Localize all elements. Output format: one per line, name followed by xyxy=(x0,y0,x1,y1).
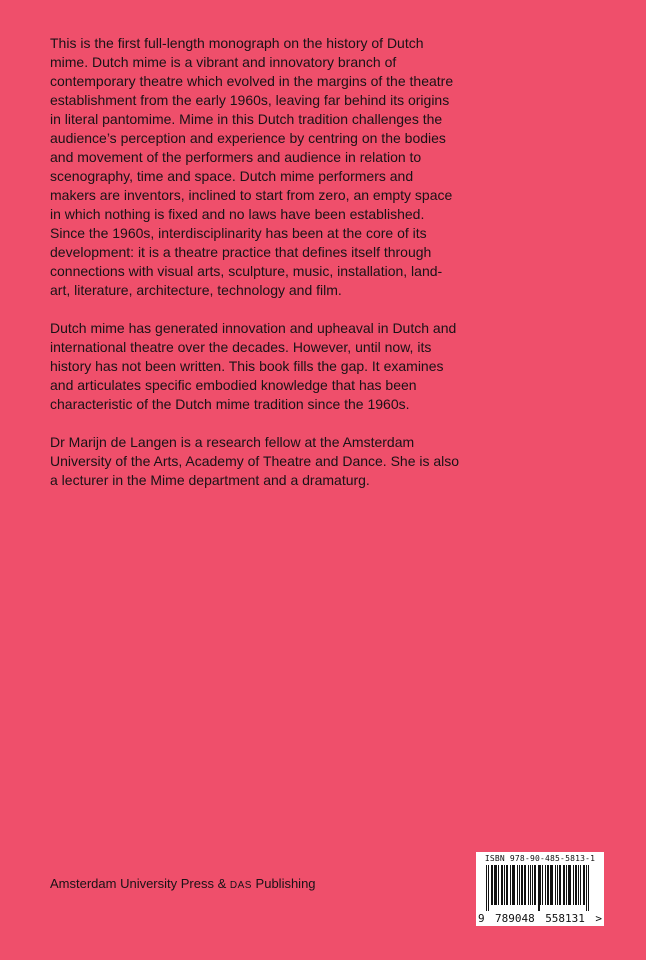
barcode-bar xyxy=(586,865,587,911)
barcode-bar xyxy=(495,865,496,905)
barcode-bar xyxy=(559,865,560,905)
barcode-bar xyxy=(514,865,515,905)
barcode-bar xyxy=(568,865,569,905)
barcode-bar xyxy=(507,865,508,905)
barcode-bar xyxy=(530,865,531,905)
barcode-bar xyxy=(524,865,525,905)
barcode-bars xyxy=(486,865,594,911)
barcode-bar xyxy=(496,865,497,905)
barcode-bar xyxy=(504,865,505,905)
barcode-bar xyxy=(506,865,507,905)
barcode-bar xyxy=(501,865,502,905)
back-cover-blurb xyxy=(50,34,460,509)
barcode-bar xyxy=(525,865,526,905)
barcode-bar xyxy=(535,865,536,905)
barcode-bar xyxy=(573,865,574,905)
barcode-bar xyxy=(563,865,564,905)
barcode-bar xyxy=(522,865,523,905)
author-bio: Dr Marijn de Langen is a research fellow at the Amsterdam University of the Arts, Academy of Theatre and Dance. She is also a lecturer in the Mime department and a dramaturg. xyxy=(50,434,460,488)
barcode-bar xyxy=(545,865,546,905)
barcode-bar xyxy=(560,865,561,905)
barcode-bar xyxy=(564,865,565,905)
ean-digits xyxy=(478,913,602,925)
barcode-bar xyxy=(491,865,492,905)
barcode-bar xyxy=(534,865,535,905)
barcode-bar xyxy=(532,865,533,905)
barcode-bar xyxy=(548,865,549,905)
barcode-bar xyxy=(583,865,584,905)
barcode-bar xyxy=(510,865,511,905)
barcode-bar xyxy=(557,865,558,905)
barcode-bar xyxy=(550,865,551,905)
barcode-bar xyxy=(584,865,585,905)
ean-left-group: 789048 xyxy=(495,912,535,925)
barcode-bar xyxy=(552,865,553,905)
barcode-bar xyxy=(542,865,543,905)
barcode-bar xyxy=(517,865,518,905)
barcode-bar xyxy=(521,865,522,905)
barcode-bar xyxy=(540,865,541,905)
publisher-line xyxy=(50,876,316,894)
barcode-bar xyxy=(502,865,503,905)
barcode-bar xyxy=(555,865,556,905)
publisher-name: Amsterdam University Press & xyxy=(50,876,230,891)
barcode-bar xyxy=(513,865,514,905)
barcode-bar xyxy=(588,865,589,911)
barcode-bar xyxy=(519,865,520,905)
barcode-bar xyxy=(539,865,540,911)
barcode-bar xyxy=(498,865,499,905)
blurb-paragraph-1: This is the first full-length monograph on the history of Dutch mime. Dutch mime is a vibrant and innovatory branch of contemporary theatre which evolved in the margins of the theatre establishment from the early 1960s, leaving far behind its origins in literal pantomime. Mime in this Dutch tradition challenges the audience’s perception and experience by centring on the bodies and movement of the performers and audience in relation to scenography, time and space. Dutch mime performers and makers are inventors, inclined to start from zero, an empty space in which nothing is fixed and no laws have been established. Since the 1960s, interdisciplinarity has been at the core of its development: it is a theatre practice that defines itself through connections with visual arts, sculpture, music, installation, land-art, literature, architecture, technology and film. xyxy=(50,35,454,298)
isbn-barcode xyxy=(476,852,604,926)
barcode-bar xyxy=(575,865,576,905)
ean-tail-mark: > xyxy=(595,912,602,925)
barcode-bar xyxy=(576,865,577,905)
barcode-bar xyxy=(566,865,567,905)
barcode-bar xyxy=(578,865,579,905)
blurb-paragraph-2: Dutch mime has generated innovation and upheaval in Dutch and international theatre over the decades. However, until now, its history has not been written. This book fills the gap. It examines and articulates specific embodied knowledge that has been characteristic of the Dutch mime tradition since the 1960s. xyxy=(50,320,457,412)
ean-right-group: 558131 xyxy=(545,912,585,925)
barcode-bar xyxy=(569,865,570,905)
barcode-bar xyxy=(547,865,548,905)
barcode-bar xyxy=(570,865,571,905)
publisher-das: DAS xyxy=(229,880,252,891)
barcode-bar xyxy=(488,865,489,911)
ean-lead-digit: 9 xyxy=(478,912,485,925)
barcode-bar xyxy=(492,865,493,905)
barcode-bar xyxy=(538,865,539,911)
barcode-bar xyxy=(486,865,487,911)
barcode-bar xyxy=(580,865,581,905)
publisher-suffix: Publishing xyxy=(251,876,316,891)
barcode-bar xyxy=(512,865,513,905)
barcode-bar xyxy=(528,865,529,905)
barcode-bar xyxy=(494,865,495,905)
isbn-label: ISBN 978-90-485-5813-1 xyxy=(484,854,596,863)
barcode-bar xyxy=(551,865,552,905)
